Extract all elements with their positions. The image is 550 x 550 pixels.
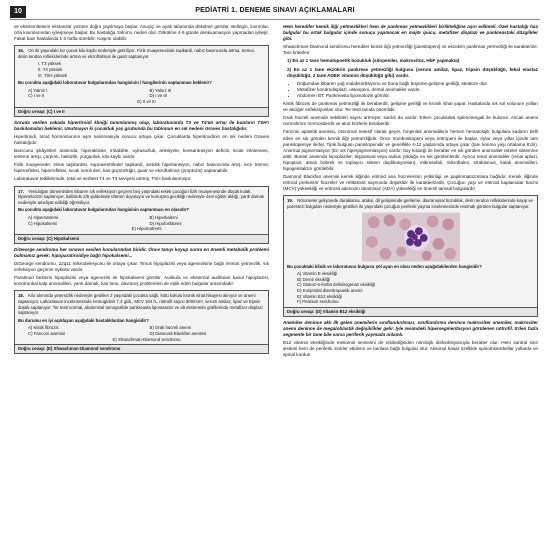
- bullet-item: • Metafizer kondrodisplazi, osteopeni, dental anomaliler vardır.: [297, 87, 538, 93]
- option-b: B) Hiperkalemi: [149, 214, 178, 220]
- option-e: E) II ve III: [137, 99, 156, 105]
- answer-line: Doğru cevap: (C) I ve II: [15, 107, 268, 116]
- roman-item: I. T3 yüksek: [38, 61, 62, 67]
- question-number: 18.: [18, 293, 24, 299]
- page-title: PEDİATRİ 1. DENEME SINAVI AÇIKLAMALARI: [195, 7, 355, 14]
- page-header: [10, 6, 540, 20]
- paragraph: Paratiroid bezlerin hipoplazisi veya agenezisi ile hipokalsemi görülür. Aurikula ve eksternal auditüvar kanal hipoplazisi, konotrunkal kalp anomalileri, yarık damak, kas tonu, davranış problemleri de eşlik eden bulgular arasındadır.: [14, 275, 269, 287]
- option-d: D) Diamond-Blackfan anemisi: [149, 330, 207, 336]
- paragraph: Diamond Blackfan anemisi kemik iliğinde eritroid ana hücrelerinin yetkinligi ve papilomatozonlara bağlıdır. Kemik iliğinde eritroid prekürsör hücreler ve retikülosit sayısında düşüklük ile karakterizedir. Çocuğun yaşı ve eritroid kaplamalar hacmi (MCV) yüksekliği ve eritrosit adenozin deaminaz (ADA) yüksekliği en önemli tanısal bulgulardır.: [283, 174, 538, 192]
- option-d: D) Konjenital diseritropoetik anemi: [297, 287, 363, 293]
- option-e: E) Hipomatremi: [131, 226, 162, 232]
- question-16-box: [14, 45, 269, 116]
- option-a: A) Hipernatremi: [28, 214, 59, 220]
- paragraph: Bazıcunu şikâyetleri arasında; hiperaktivite, irritabilite, uykusuzluk, anksiyete, konsantrasyon deficiti, sıcak intoleransı, terleme artışı, çarpıntı, halsizlik, yorgunluk, kilo kaybı vardır.: [14, 148, 269, 160]
- criterion: 1) En az 1 tane hematopoetik bozukluk (sitopeniler, makrositoz, HbF yapmakta): [287, 58, 460, 64]
- criteria-list: [287, 58, 538, 78]
- question-18-box: [14, 290, 269, 354]
- question-number: 17.: [18, 188, 24, 194]
- left-column: [14, 24, 269, 357]
- question-ask: Bu çocuktaki klinik ve laboratuvar bulgusu şöl ayan en olası neden aşağıdakilerden hangisidir?: [287, 263, 482, 269]
- paragraph: Fizik muayenede; sinüs taşikardisi, supraventriküler taşikardi, sistolik hipertansiyon, nabız basıncında artış, ince tremor, hiperrefleksi, hiperrefleksi, sıcak nemli deri, kas güçsüzlüğü, guatr ve ekzoftalmus (proptozis) saptanabilir.: [14, 162, 269, 174]
- option-c: C) Fanconi anemisi: [28, 330, 66, 336]
- option-f: F) Pearson sendromu: [297, 299, 339, 305]
- bullet-list: [297, 81, 538, 99]
- option-a: A) Vitamin E eksikliği: [297, 271, 338, 277]
- question-19-box: [283, 195, 538, 316]
- option-e: E) Shwachman-Diamond sendromu: [112, 336, 181, 342]
- bullet-item: • Abdomen BT: Pankreasta lipomatozis görülür.: [297, 93, 538, 99]
- option-b: B) Yalnız III: [149, 87, 172, 93]
- answer-line: Doğru cevap: (C) Hipokalsemi: [15, 234, 268, 243]
- options-grid: [18, 325, 265, 342]
- question-text: Nörometer gelişmede duraklama, ataksi, dil gelişiminde gerileme, davranışsal bozukluk, derin tendon reflekslerinde kayıp ve parestezi bulguları nedeniyle getirilen iki yaşındaki çocuğun periferik yayma incelemesinde resimde görülen bulgular saptanıyor.: [287, 198, 533, 209]
- paragraph: Fanconi aplastik anemisi, otozomal resesif olarak geçer, fonjenital anomalilerin hemen hematolojik bulgulara kadarın belli eden en sık görülen kemik iliği yetmezliğidir. Önce trombositopeni veya nötropeni ile başlar. Aylar veya yıllar içinde tam pansitopeniye ilerler. Tipik bulgusu pansitopenidir ve genellikle 4-12 yaşlarında ortaya çıkar (tanı konma yaşı ortalama 8'dir). Anormal pigmentasyon (En sık hiperpigmentasyon) vardır; boy kısalığı ile beraber en sık görülen anomaliler iskelet sistemine aittir. Bunlar arasında hipoplaziler, bi̇şpampal veya radius yokluğu en sık görülenlerdir. Ayrıca renal anomaliler (renal aplazi, hipoplazi, atnalı böbrek ve toplayıcı sistem duplikasyonları), mikrosefali, mikroftalmi, strabismus, kulak anomalileri, hipogenitalizm görülebilir.: [283, 129, 538, 171]
- roman-list: [38, 61, 265, 78]
- explanation-bold: Anemiler denince aklı ilk gelen anemilerin sınıflandırılması; sınıflandırma denince makrositer anemiler, makrositer anemi denince de megaloblastik değişiklikler gelir. İyle resimdeki hipersegmentasyon görülenen nötrofil. 5'den fazla segmente bir tane bile varsa periferik yaymada anlamlı.: [283, 319, 538, 337]
- paragraph: DiGeorge sendromu, 22q11 mikrodelesyonu ile ortaya çıkar. Timus hipoplazisi veya agenezisine bağlı immün yetmezlik, sık enfeksiyon geçirme öyküsü vardır.: [14, 261, 269, 273]
- options-grid: [18, 88, 265, 105]
- page-number: 10: [10, 6, 26, 18]
- paragraph: Hipertiroidi, tiroid hormonlarının aşırı salınmasıyla sonucu ortaya çıkar. Çocuklarda hipertiroidinin en sık nedeni Graves hastalığıdır.: [14, 133, 269, 145]
- paragraph: Kistik fibrozis de pankreas yetmezliği ile beraberdir, gelişme geriliği ve kronik ishal yapar. Hastalarda sık sol solunum yolları ve akciğer enfeksiyonları olur. Ter testi tanıda önemlidir.: [283, 101, 538, 113]
- answer-line: Doğru cevap: (E) Shwachman-Diamond sendromu: [15, 344, 268, 353]
- options-list: [297, 271, 534, 305]
- blood-smear-image: [362, 212, 460, 262]
- question-text: Kilo alımında yetersizlik nedeniyle getirilen 2 yaşındaki çocukta sağlı, kötü kokulu kronik ishal hikayesi alınıyor ve anemi saptanıyor. Laboratuvar incelemesinde hemoglobin 7,3 g/dL, MCV 104 fL, nötrofil sayısı 800/mm³, serum amilaz, lipaz ve tripsin düşük saptanıyor. Ter testi normal, abdominal tomografide pankreasta lipomatozis ve alt ekstremite grafilerinde metafizer displazi saptanıyor.: [18, 293, 263, 316]
- explanation-bold: DiGeorge sendromu her sınavın sevilen konularından biridir. Önce tanıyı koyup sonra en önemli metabolik problemi bulmamız gerek; hipoparatiroidiye bağlı hipokalsemi...: [14, 246, 269, 258]
- answer-line: Doğru cevap: (D) Vitamin B12 eksikliği: [284, 307, 537, 316]
- question-number: 19.: [287, 198, 293, 204]
- question-ask: Bu çocukta aşağıdaki laboratuvar bulgularından hangisinin saptanması en olasıdır?: [18, 207, 189, 213]
- paragraph: Laboratuvar tetkiklerinde, total ve serbest T4 ve T3 seviyesi artmış, TSH baskılanmıştır.: [14, 176, 192, 182]
- paragraph: Shwachman-Diamond sendromu herediter kemik iliği yetmezliği (pansitopeni) ve ekzokrin pankreas yetmezliği ile karakterize. Tanı kriterleri:: [283, 44, 538, 56]
- option-a: A) Kistik fibrozis: [28, 325, 59, 331]
- question-17-box: [14, 186, 269, 244]
- option-a: A) Yalnız I: [28, 87, 48, 93]
- options-grid: [18, 215, 265, 232]
- intro-paragraph: ve ekstremitelerin ekstansör yüzüne doğru yayılmaya başlar. Avuçiçi ve ayak tabanında dökülme görülür. Bellegin, kıvrımlar, orta kısımlarından iyileşmeye başlar. Bu hastalığa Yafnir'a, neden olur. Dökülme 4-5 günde denkuamasyon yapmadan iyileşir. Fakat bazı hastalarda 1-3 hafta sürebilir. Kaşıntı olabilir.: [14, 24, 269, 42]
- question-text: On iki yaşındaki kız çocuk kilo kaybı nedeniyle getiriliyor. Fizik muayenesinde taşikardi, nabız basıncında artma, tremor, derin tendon reflekslerinde artma ve ekzoftalmus ile guatr saptanıyor.: [18, 48, 256, 59]
- bullet-item: • Doğumdan itibaren yağ malabsorbsiyonu ve buna bağlı büyüme-gelişme geriliği, steatore olur.: [297, 81, 538, 87]
- criterion: 2) En az 1 tane ekzokrin pankreas yetmezliği bulgusu (serum amilaz, lipaz, tripsin düşüklüğü, fekal elastaz düşüklüğü, 2 tane ADEK vitamini düşüklüğü gibi) vardır.: [287, 66, 538, 78]
- right-column: [283, 24, 538, 360]
- question-text: Yenidoğan döneminden itibaren sık enfeksiyon geçiren beş yaşındaki erkek çocuğun fizik muayenesinde düşük kulak, hipertelorizm saptanıyor, kalbinde 2/6 şiddetinde üfürüm duyuluyor ve konuşma gecikliği nedeniyle özel eğitim aldığı, yarık damak nedeniyle ameliyat edildiği öğreniliyor.: [18, 188, 265, 205]
- explanation-bold: Soruda verilen vakada hipertiroidi kliniği tanımlanmış olup, laboratuvarda T3 ve T4'ün artışı ile bunların TSH'ı baskılamaları beklenir. Unutmayın ki çocukluk yaş grubunda bu tablonun en sık nedeni Graves hastalığıdır.: [14, 119, 269, 131]
- option-e: E) Vitamin B12 eksikliği: [297, 293, 342, 299]
- option-d: D) I ve III: [149, 93, 167, 99]
- option-c: C) Glukoz-6-fosfat dehidrogenaz eksikliği: [297, 282, 376, 288]
- option-c: C) Hipokalsemi: [28, 220, 58, 226]
- paragraph: B12 vitamin eksikliğinde metiomin sentezini de etkilediğinden nörolojik disfonksiyonuyla beraber olur. Hem santral sinir sistemi hem de periferik sinirler etkilenir ve bunlara bağlı bulgular olur. Aksonal hasar özellikle spinomserebellar yollarda ve spinal kordun: [283, 340, 538, 358]
- option-b: B) Demir eksikliği: [297, 276, 331, 282]
- roman-item: II. T4 yüksek: [38, 67, 63, 73]
- paragraph: Orak hücreli anemide sebilitleri sayısı artmıştır, sarılık da vardır. Erken çocuklukta splenomegali ile bulunur. Ancak anemi normokrom normositerdir ve akut krizlerle beraberdir.: [283, 115, 538, 127]
- roman-item: III. TSH yüksek: [38, 72, 68, 78]
- question-ask: Bu durumu en iyi açıklayan aşağıdaki hastalıklardan hangisidir?: [18, 317, 149, 323]
- explanation-bold: Hem heredifer kemik iliği yetmezlikleri hem de pankreas yetmezlikleri birlikteliğine aşırı edilmeli. Özel hastalığı has bulgular bu ortak bulgular içinde sonuçu yapmacak en majör ipucu, metafizer displazi ve pankreastaki düzglikler gibi.: [283, 24, 538, 42]
- question-number: 16.: [18, 48, 24, 54]
- option-b: B) Orak hücreli anemi: [149, 325, 192, 331]
- question-ask: Bu çocukta aşağıdaki laboratuvar bulgularından hangisinin / hangilerinin saptanması beklenir?: [18, 80, 212, 86]
- option-c: C) I ve II: [28, 93, 45, 99]
- option-d: D) Hipofosfatemi: [149, 220, 182, 226]
